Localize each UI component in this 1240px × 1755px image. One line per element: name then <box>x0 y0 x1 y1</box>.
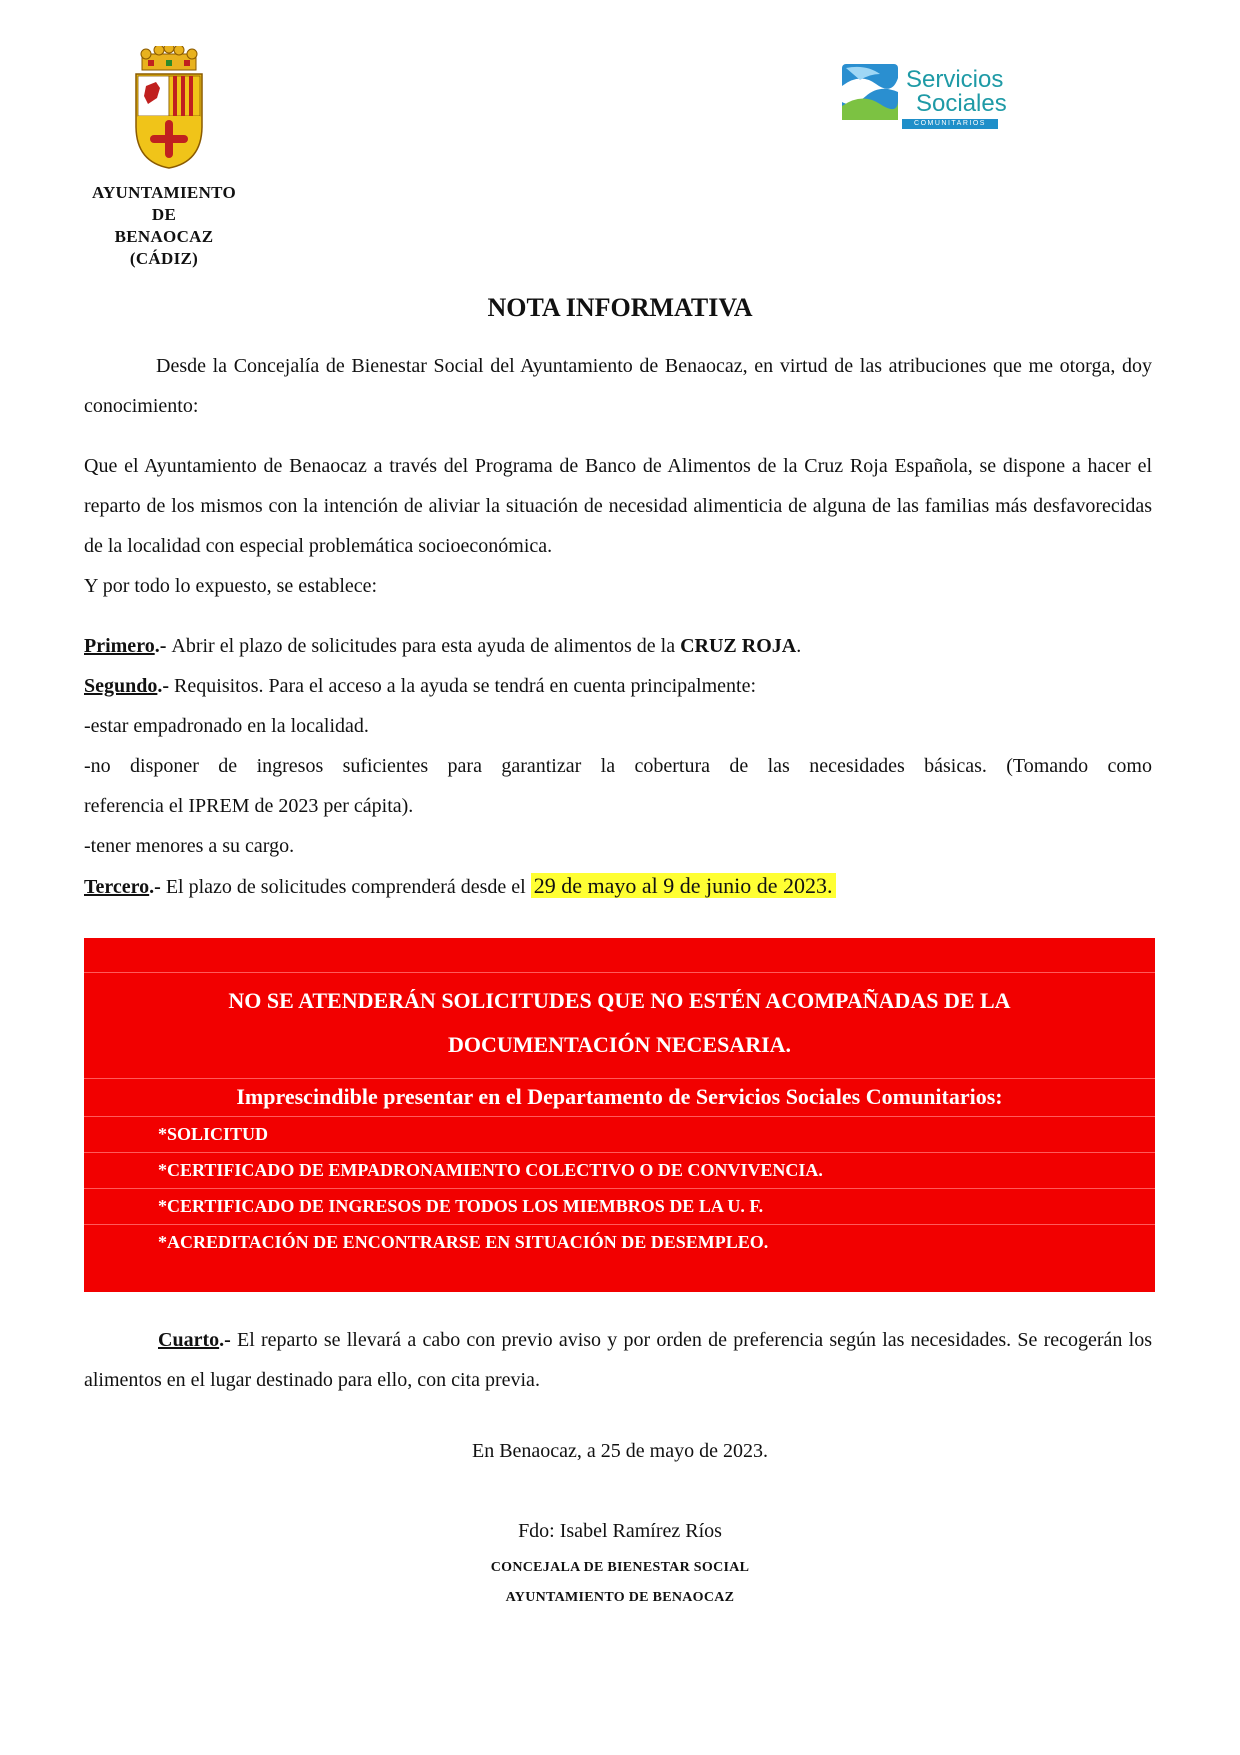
servicios-sociales-logo <box>840 58 1020 132</box>
ayuntamiento-line: BENAOCAZ <box>114 227 214 246</box>
requisito-item: -no disponer de ingresos suficientes para garantizar la cobertura de las necesidades básicas. (Tomando como <box>84 755 1152 777</box>
requisito-item: referencia el IPREM de 2023 per cápita). <box>84 795 414 817</box>
required-document: *CERTIFICADO DE EMPADRONAMIENTO COLECTIVO O DE CONVIVENCIA. <box>158 1160 823 1180</box>
segundo-clause <box>84 666 1152 706</box>
ayuntamiento-line: AYUNTAMIENTO <box>91 183 237 202</box>
tercero-text: El plazo de solicitudes comprenderá desde el <box>165 876 531 898</box>
clause-end: . <box>796 635 802 657</box>
primero-text: Abrir el plazo de solicitudes para esta ayuda de alimentos de la <box>171 635 681 657</box>
required-document: *CERTIFICADO DE INGRESOS DE TODOS LOS MIEMBROS DE LA U. F. <box>158 1196 764 1216</box>
warning-line-1: NO SE ATENDERÁN SOLICITUDES QUE NO ESTÉN ACOMPAÑADAS DE LA <box>228 988 1011 1013</box>
cruz-roja-text: CRUZ ROJA <box>680 635 797 657</box>
row-divider <box>84 1188 1155 1189</box>
requisito-item: -tener menores a su cargo. <box>84 835 295 857</box>
row-divider <box>84 972 1155 973</box>
municipal-crest-logo <box>124 46 214 170</box>
warning-box <box>84 938 1155 1292</box>
segundo-text: Requisitos. Para el acceso a la ayuda se tendrá en cuenta principalmente: <box>174 675 757 697</box>
clause-separator: .- <box>154 635 172 657</box>
cuarto-text: El reparto se llevará a cabo con previo aviso y por orden de preferencia según las necesidades. Se recogerán los alimentos en el lugar destinado para ello, con cita previa. <box>84 1329 1152 1391</box>
signer-institution: AYUNTAMIENTO DE BENAOCAZ <box>505 1590 735 1605</box>
ayuntamiento-line: DE <box>151 205 177 224</box>
row-divider <box>84 1116 1155 1117</box>
requisito-item: -estar empadronado en la localidad. <box>84 715 369 737</box>
primero-clause <box>84 626 1152 666</box>
document-date: En Benaocaz, a 25 de mayo de 2023. <box>471 1440 768 1462</box>
requirements-heading: Imprescindible presentar en el Departamento de Servicios Sociales Comunitarios: <box>236 1084 1003 1109</box>
logo-word-sociales: Sociales <box>916 90 1007 117</box>
cuarto-clause <box>84 1320 1152 1400</box>
tercero-clause <box>84 866 1152 907</box>
row-divider <box>84 1152 1155 1153</box>
plazo-highlight: 29 de mayo al 9 de junio de 2023. <box>531 873 836 898</box>
body-paragraph: Que el Ayuntamiento de Benaocaz a través del Programa de Banco de Alimentos de la Cruz Roja Española, se dispone a hacer el reparto de los mismos con la intención de aliviar la situación de necesidad alimenticia de alguna de las familias más desfavorecidas de la localidad con especial problemática socioeconómica. <box>84 455 1152 557</box>
segundo-label: Segundo <box>84 675 158 697</box>
row-divider <box>84 1078 1155 1079</box>
logo-word-servicios: Servicios <box>906 66 1004 93</box>
establece-line: Y por todo lo expuesto, se establece: <box>84 575 378 597</box>
page-title: NOTA INFORMATIVA <box>487 293 753 322</box>
clause-separator: .- <box>149 876 166 898</box>
municipality-name <box>74 182 254 270</box>
tercero-label: Tercero <box>84 876 150 898</box>
row-divider <box>84 1224 1155 1225</box>
logo-sub-comunitarios: COMUNITARIOS <box>902 119 998 129</box>
ayuntamiento-line: (CÁDIZ) <box>129 249 199 268</box>
signature-line: Fdo: Isabel Ramírez Ríos <box>518 1520 722 1542</box>
cuarto-label: Cuarto <box>158 1329 220 1351</box>
warning-line-2: DOCUMENTACIÓN NECESARIA. <box>447 1032 792 1057</box>
primero-label: Primero <box>84 635 155 657</box>
clause-separator: .- <box>157 675 175 697</box>
intro-paragraph: Desde la Concejalía de Bienestar Social del Ayuntamiento de Benaocaz, en virtud de las atribuciones que me otorga, doy conocimiento: <box>84 355 1152 417</box>
required-document: *SOLICITUD <box>158 1124 269 1144</box>
required-document: *ACREDITACIÓN DE ENCONTRARSE EN SITUACIÓN DE DESEMPLEO. <box>158 1232 769 1252</box>
servicios-sociales-emblem-icon <box>840 62 902 124</box>
signer-role: CONCEJALA DE BIENESTAR SOCIAL <box>490 1560 750 1575</box>
clause-separator: .- <box>219 1329 237 1351</box>
